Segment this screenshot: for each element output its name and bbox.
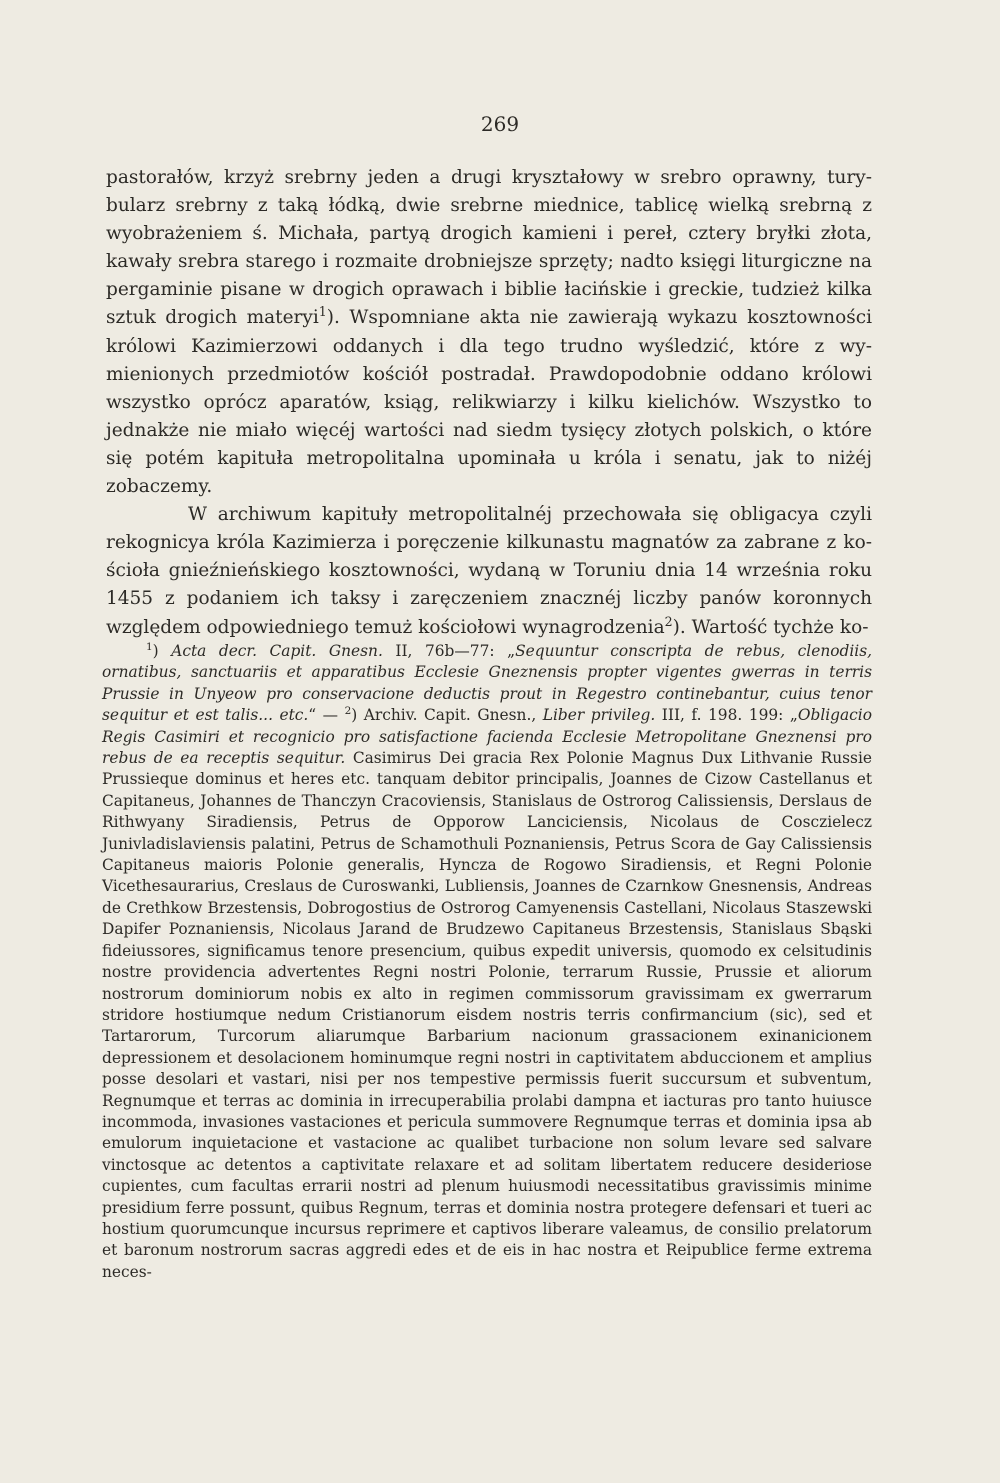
footnote-1-marker: 1 [146, 640, 153, 653]
footnote-1-source: Acta decr. Capit. Gnesn. [171, 642, 383, 660]
footnote-2-location: III, f. 198. 199: „ [655, 706, 798, 725]
paragraph-1-text-b: ). Wspomniane akta nie zawierają wykazu kosztowności królowi Kazimierzowi oddanych i dla tego trudno wyśledzić, które z wymienionych przedmiotów kościół postradał. Prawdopodobnie oddano królowi wszystko oprócz aparatów, ksiąg, relikwiarzy i kilku kielichów. Wszystko to jednakże nie miało więcéj wartości nad siedm tysięcy złotych polskich, o które się potém kapituła metropolitalna upominała u króla i senatu, jak to niżéj zobaczemy. [106, 307, 872, 498]
footnote-1-ref: II, 76b—77: „ [382, 642, 516, 660]
paragraph-2-text-b: ). Wartość tychże ko- [672, 616, 869, 638]
page-number: 269 [480, 112, 520, 136]
footnote-2-marker: 2 [344, 705, 352, 718]
footnote-1-quote: Sequuntur conscripta de rebus, clenodiis, ornatibus, sanctuariis et apparatibus Ecclesie Gneznensis propter vigentes gwerras in terris Prussie in Unyeow pro conservacione deductis prout in Regestro continebantur, cuius tenor sequitur et est talis... etc. [102, 642, 872, 725]
paragraph-2-text-a: W archiwum kapituły metropolitalnéj przechowała się obligacya czyli rekognicya króla Kazimierza i poręczenie kilkunastu magnatów za zabrane z kościoła gnieźnieńskiego kosztowności, wydaną w Toruniu dnia 14 września roku 1455 z podaniem ich taksy i zaręczeniem znacznéj liczby panów koronnych względem odpowiedniego temuż kościołowi wynagrodzenia [106, 504, 872, 638]
footnote-2-body: Casimirus Dei gracia Rex Polonie Magnus Dux Lithvanie Russie Prussieque dominus et heres etc. tanquam debitor principalis, Joannes de Cizow Castellanus et Capitaneus, Johannes de Thanczyn Cracoviensis, Stanislaus de Ostrorog Calissiensis, Derslaus de Rithwyany Siradiensis, Petrus de Opporow Lanciciensis, Nicolaus de Cosczielecz Junivladislaviensis palatini, Petrus de Schamothuli Poznaniensis, Petrus Scora de Gay Calissiensis Capitaneus maioris Polonie generalis, Hyncza de Rogowo Siradiensis, et Regni Polonie Vicethesaurarius, Creslaus de Curoswanki, Lubliensis, Joannes de Czarnkow Gnesnensis, Andreas de Crethkow Brzestensis, Dobrogostius de Ostrorog Camyenensis Castellani, Nicolaus Staszewski Dapifer Poznaniensis, Nicolaus Jarand de Brudzewo Capitaneus Brzestensis, Stanislaus Sbąski fideiussores, significamus tenore presencium, quibus expedit universis, quomodo ex celsitudinis nostre providencia advertentes Regni nostri Polonie, terrarum Russie, Prussie et aliorum nostrorum dominiorum nobis ex alto in regimen commissorum gravissimam ex gwerrarum stridore hostiumque nedum Cristianorum eisdem nostris terris confirmancium (sic), sed et Tartarorum, Turcorum aliarumque Barbarium nacionum grassacionem exinanicionem depressionem et desolacionem hominumque regni nostri in captivitatem abduccionem et amplius posse desolari et vastari, nisi per nos tempestive permissis fuerit succursum et subventum, Regnumque et terras ac dominia in irrecuperabilia prolabi dampna et iacturas pro tanto huiusce incommoda, invasiones vastaciones et pericula summovere Regnumque terras et dominia ipsa ab emulorum inquietacione et vastacione ac qualibet turbacione non solum levare sed salvare vinctosque ac detentos a captivitate relaxare et ad solitam libertatem reducere desideriose cupientes, cum facultas errarii nostri ad plenum huiusmodi necessitatibus gravissimis minime presidium ferre possunt, quibus Regnum, terras et dominia nostra protegere defensari et tueri ac hostium quorumcunque incursus reprimere et captivos liberare valeamus, de consilio prelatorum et baronum nostrorum sacras aggredi edes et de eis in hac nostra et Reipublice ferme extrema neces- [102, 749, 872, 1281]
main-text [106, 164, 872, 642]
paragraph-2 [106, 501, 872, 641]
footnote-ref-1[interactable]: 1 [318, 304, 327, 320]
footnote-2-liber: Liber privileg. [542, 706, 656, 725]
footnote-1-close: “ — [308, 706, 345, 725]
footnote-2-title: Obligacio Regis Casimiri et recognicio pro satisfactione facienda Ecclesie Metropolitane Gneznensi pro rebus de ea receptis sequitur. [102, 706, 872, 768]
paragraph-1-text-a: pastorałów, krzyż srebrny jeden a drugi kryształowy w srebro oprawny, turybularz srebrny z taką łódką, dwie srebrne miednice, tablicę wielką srebrną z wyobrażeniem ś. Michała, partyą drogich kamieni i pereł, cztery bryłki złota, kawały srebra starego i rozmaite drobniejsze sprzęty; nadto księgi liturgiczne na pergaminie pisane w drogich oprawach i biblie łacińskie i greckie, tudzież kilka sztuk drogich materyi [106, 167, 872, 329]
footnote-ref-2[interactable]: 2 [664, 613, 673, 629]
footnote-block: $^1$) Acta decr. Capit. Gnesn. II, 76b—77: „Sequuntur conscripta de rebus, clenodiis, ornatibus, sanctuariis et apparatibus Ecclesie Gneznensis propter vigentes gwerras in terris Prussie in Unyeow pro conservacione deductis prout in Regestro continebantur, cuius tenor sequitur et est talis... etc.“ — $^2$) Archiv. Capit. Gnesn., Liber privileg. III, f. 198. 199: „Obligacio Regis Casimiri et recognicio pro satisfactione facienda Ecclesie Metropolitane Gneznensi pro rebus de ea receptis sequitur. Casimirus Dei gracia Rex Polonie Magnus Dux Lithvanie Russie Prussieque dominus et heres etc. tanquam debitor principalis, Joannes de Cizow Castellanus et Capitaneus, Johannes de Thanczyn Cracoviensis, Stanislaus de Ostrorog Calissiensis, Derslaus de Rithwyany Siradiensis, Petrus de Opporow Lanciciensis, Nicolaus de Cosczielecz Junivladislaviensis palatini, Petrus de Schamothuli Poznaniensis, Petrus Scora de Gay Calissiensis Capitaneus maioris Polonie generalis, Hyncza de Rogowo Siradiensis, et Regni Polonie Vicethesaurarius, Creslaus de Curoswanki, Lubliensis, Joannes de Czarnkow Gnesnensis, Andreas de Crethkow Brzestensis, Dobrogostius de Ostrorog Camyenensis Castellani, Nicolaus Staszewski Dapifer Poznaniensis, Nicolaus Jarand de Brudzewo Capitaneus Brzestensis, Stanislaus Sbąski fideiussores, significamus tenore presencium, quibus expedit universis, quomodo ex celsitudinis nostre providencia advertentes Regni nostri Polonie, terrarum Russie, Prussie et aliorum nostrorum dominiorum nobis ex alto in regimen commissorum gravissimam ex gwerrarum stridore hostiumque nedum Cristianorum eisdem nostris terris confirmancium (sic), sed et Tartarorum, Turcorum aliarumque Barbarium nacionum grassacionem exinanicionem depressionem et desolacionem hominumque regni nostri in captivitatem abduccionem et amplius posse desolari et vastari, nisi per nos tempestive permissis fuerit succursum et subventum, Regnumque et terras ac dominia in irrecuperabilia prolabi dampna et iacturas pro tanto huiusce incommoda, invasiones vastaciones et pericula summovere Regnumque terras et dominia ipsa ab emulorum inquietacione et vastacione ac qualibet turbacione non solum levare sed salvare vinctosque ac detentos a captivitate relaxare et ad solitam libertatem reducere desideriose cupientes, cum facultas errarii nostri ad plenum huiusmodi necessitatibus gravissimis minime presidium ferre possunt, quibus Regnum, terras et dominia nostra protegere defensari et tueri ac hostium quorumcunque incursus reprimere et captivos liberare valeamus, de consilio prelatorum et baronum nostrorum sacras aggredi edes et de eis in hac nostra et Reipublice ferme extrema neces- [102, 640, 872, 1281]
footnotes [102, 641, 872, 1283]
footnote-2-source: ) Archiv. Capit. Gnesn., [351, 706, 543, 725]
paragraph-1 [106, 164, 872, 501]
